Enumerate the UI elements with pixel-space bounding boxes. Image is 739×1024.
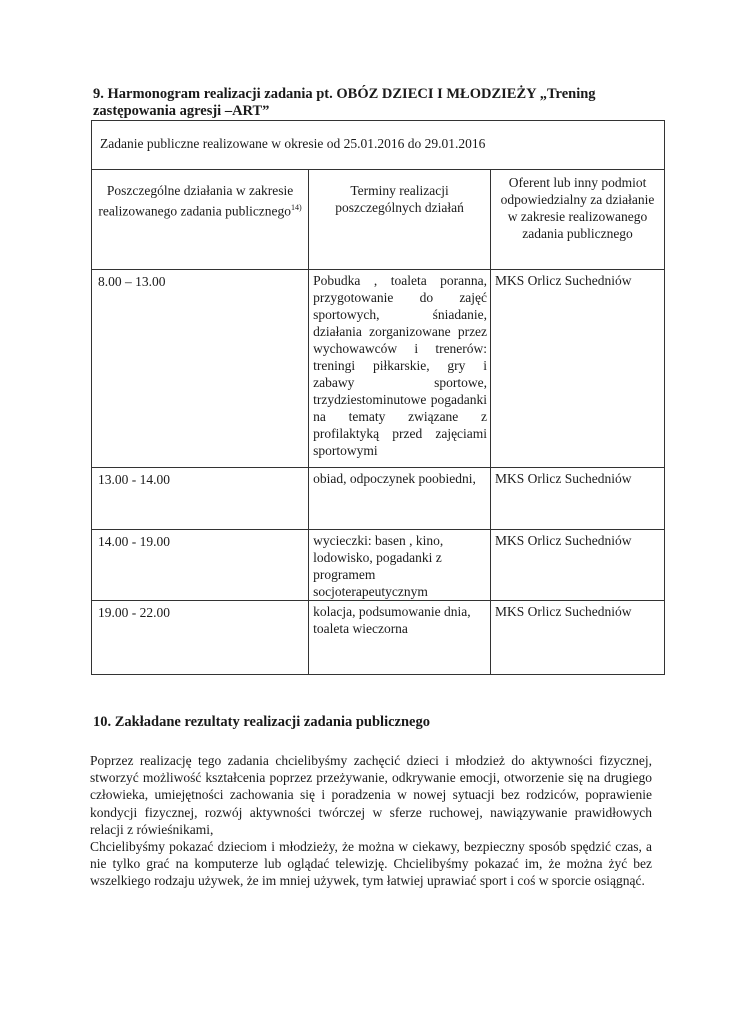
results-text (90, 752, 652, 890)
organizer-cell: MKS Orlicz Suchedniów (491, 270, 665, 468)
footnote-ref: 14) (291, 203, 302, 212)
section-10-heading: 10. Zakładane rezultaty realizacji zadania publicznego (93, 714, 430, 730)
activity-cell: obiad, odpoczynek poobiedni, (309, 468, 491, 530)
activity-cell: Pobudka , toaleta poranna, przygotowanie do zajęć sportowych, śniadanie, działania zorganizowane przez wychowawców i trenerów: treningi piłkarskie, gry i zabawy sportowe, trzydziestominutowe pogadanki na tematy związane z profilaktyką przed zajęciami sportowymi (309, 270, 491, 468)
section-9-heading: 9. Harmonogram realizacji zadania pt. OBÓZ DZIECI I MŁODZIEŻY „Trening zastępowania agresji –ART” (93, 86, 596, 119)
activity-cell: wycieczki: basen , kino, lodowisko, pogadanki z programem socjoterapeutycznym (309, 530, 491, 601)
col2-header-text: Terminy realizacji poszczególnych działań (335, 183, 464, 215)
col2-header (309, 170, 491, 270)
organizer-cell: MKS Orlicz Suchedniów (491, 601, 665, 675)
results-paragraph-2: Chcielibyśmy pokazać dzieciom i młodzieży, że można w ciekawy, bezpieczny sposób spędzić czas, a nie tylko grać na komputerze lub oglądać telewizję. Chcielibyśmy pokazać im, że można żyć bez wszelkiego rodzaju używek, że im mniej używek, tym łatwiej uprawiać sport i coś w sporcie osiągnąć. (90, 839, 652, 889)
table-row (92, 468, 665, 530)
table-row (92, 530, 665, 601)
col1-header (92, 170, 309, 270)
time-cell: 8.00 – 13.00 (92, 270, 309, 468)
organizer-cell: MKS Orlicz Suchedniów (491, 530, 665, 601)
schedule-table (91, 120, 665, 675)
col3-header-text: Oferent lub inny podmiot odpowiedzialny za działanie w zakresie realizowanego zadania publicznego (500, 175, 655, 241)
table-row (92, 601, 665, 675)
time-cell: 13.00 - 14.00 (92, 468, 309, 530)
time-cell: 19.00 - 22.00 (92, 601, 309, 675)
activity-cell: kolacja, podsumowanie dnia, toaleta wieczorna (309, 601, 491, 675)
task-period: Zadanie publiczne realizowane w okresie od 25.01.2016 do 29.01.2016 (92, 121, 665, 170)
col1-header-text: Poszczególne działania w zakresie realizowanego zadania publicznego (98, 183, 294, 219)
results-paragraph-1: Poprzez realizację tego zadania chcielibyśmy zachęcić dzieci i młodzież do aktywności fizycznej, stworzyć możliwość kształcenia poprzez przeżywanie, odkrywanie emocji, otworzenie się na drugiego człowieka, umiejętności zachowania się i poradzenia w nowej sytuacji bez rodziców, poprawienie kondycji fizycznej, rozwój aktywności twórczej w sferze ruchowej, nawiązywanie prawidłowych relacji z rówieśnikami, (90, 753, 652, 837)
table-row (92, 270, 665, 468)
time-cell: 14.00 - 19.00 (92, 530, 309, 601)
col3-header (491, 170, 665, 270)
organizer-cell: MKS Orlicz Suchedniów (491, 468, 665, 530)
